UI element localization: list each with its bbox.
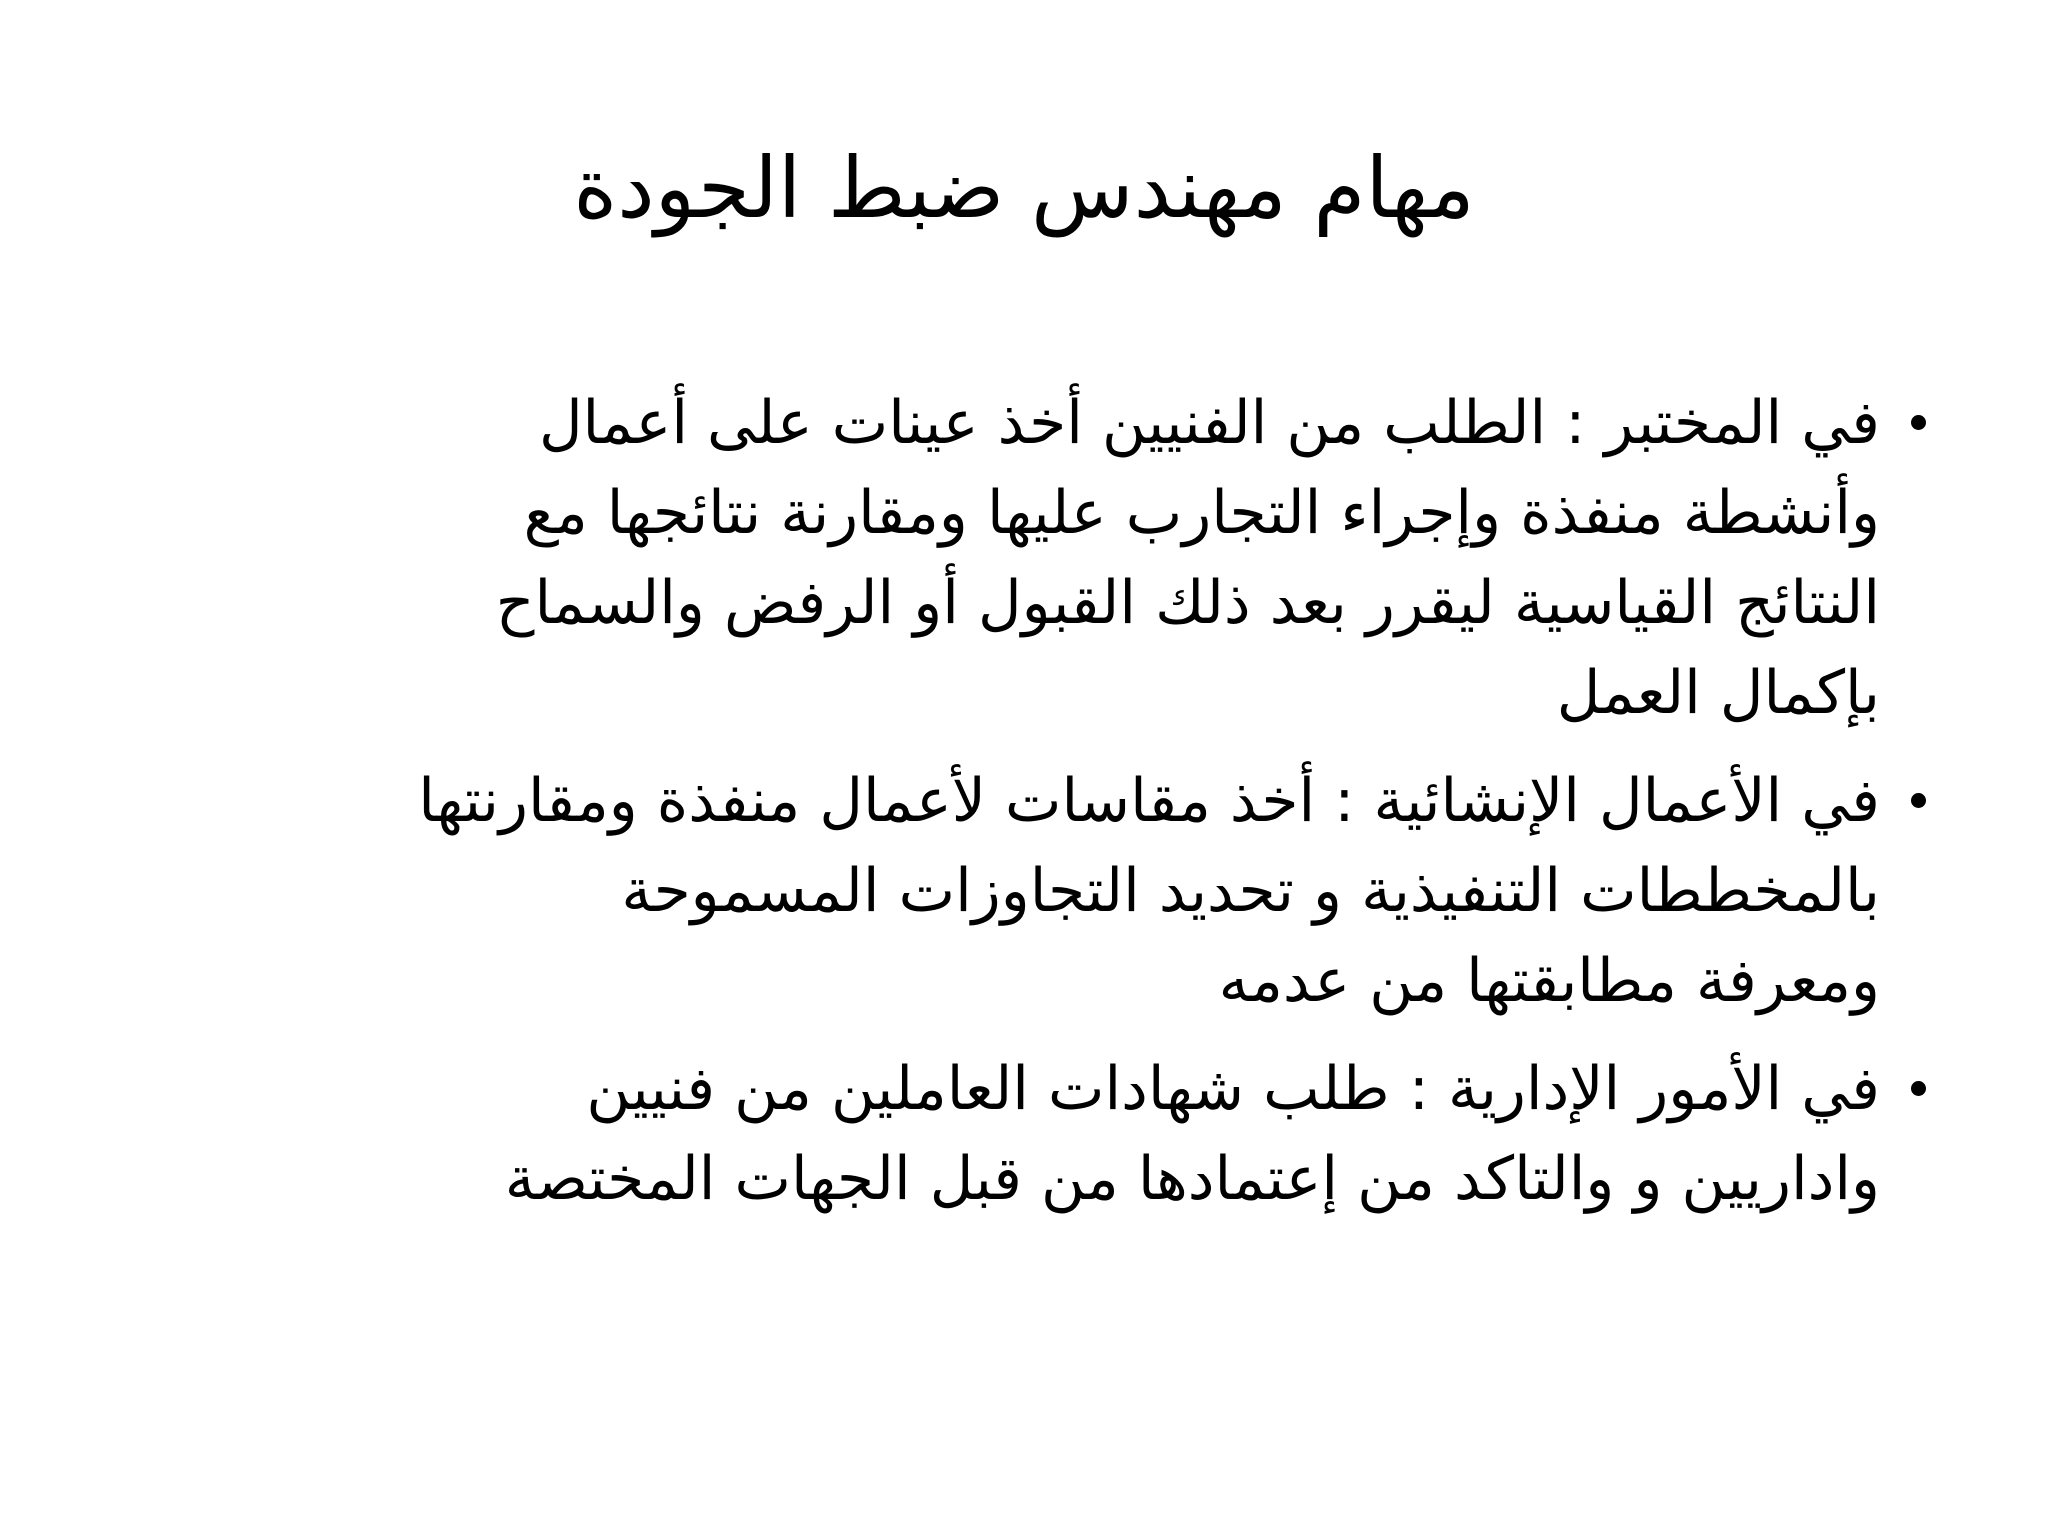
bullet-text — [160, 756, 1880, 1026]
bullet-line: ومعرفة مطابقتها من عدمه — [1218, 946, 1880, 1016]
bullet-list — [160, 378, 1940, 1242]
bullet-line: وأنشطة منفذة وإجراء التجارب عليها ومقارنة نتائجها مع — [523, 478, 1880, 548]
bullet-point-icon — [1880, 1044, 1940, 1134]
bullet-point-icon — [1880, 756, 1940, 846]
bullet-item-laboratory — [160, 378, 1940, 738]
bullet-line: بالمخططات التنفيذية و تحديد التجاوزات المسموحة — [621, 856, 1880, 926]
bullet-point-icon — [1880, 378, 1940, 468]
bullet-item-construction-works — [160, 756, 1940, 1026]
slide-title: مهام مهندس ضبط الجودة — [573, 139, 1475, 237]
bullet-line: في المختبر : الطلب من الفنيين أخذ عينات على أعمال — [538, 388, 1880, 458]
bullet-text — [160, 378, 1880, 738]
bullet-line: في الأمور الإدارية : طلب شهادات العاملين من فنيين — [586, 1054, 1880, 1124]
bullet-line: النتائج القياسية ليقرر بعد ذلك القبول أو الرفض والسماح — [495, 568, 1880, 638]
bullet-line: في الأعمال الإنشائية : أخذ مقاسات لأعمال منفذة ومقارنتها — [418, 766, 1880, 836]
bullet-text — [160, 1044, 1880, 1224]
bullet-line: بإكمال العمل — [1556, 658, 1880, 728]
bullet-item-administrative — [160, 1044, 1940, 1224]
bullet-line: واداريين و والتاكد من إعتمادها من قبل الجهات المختصة — [504, 1144, 1880, 1214]
